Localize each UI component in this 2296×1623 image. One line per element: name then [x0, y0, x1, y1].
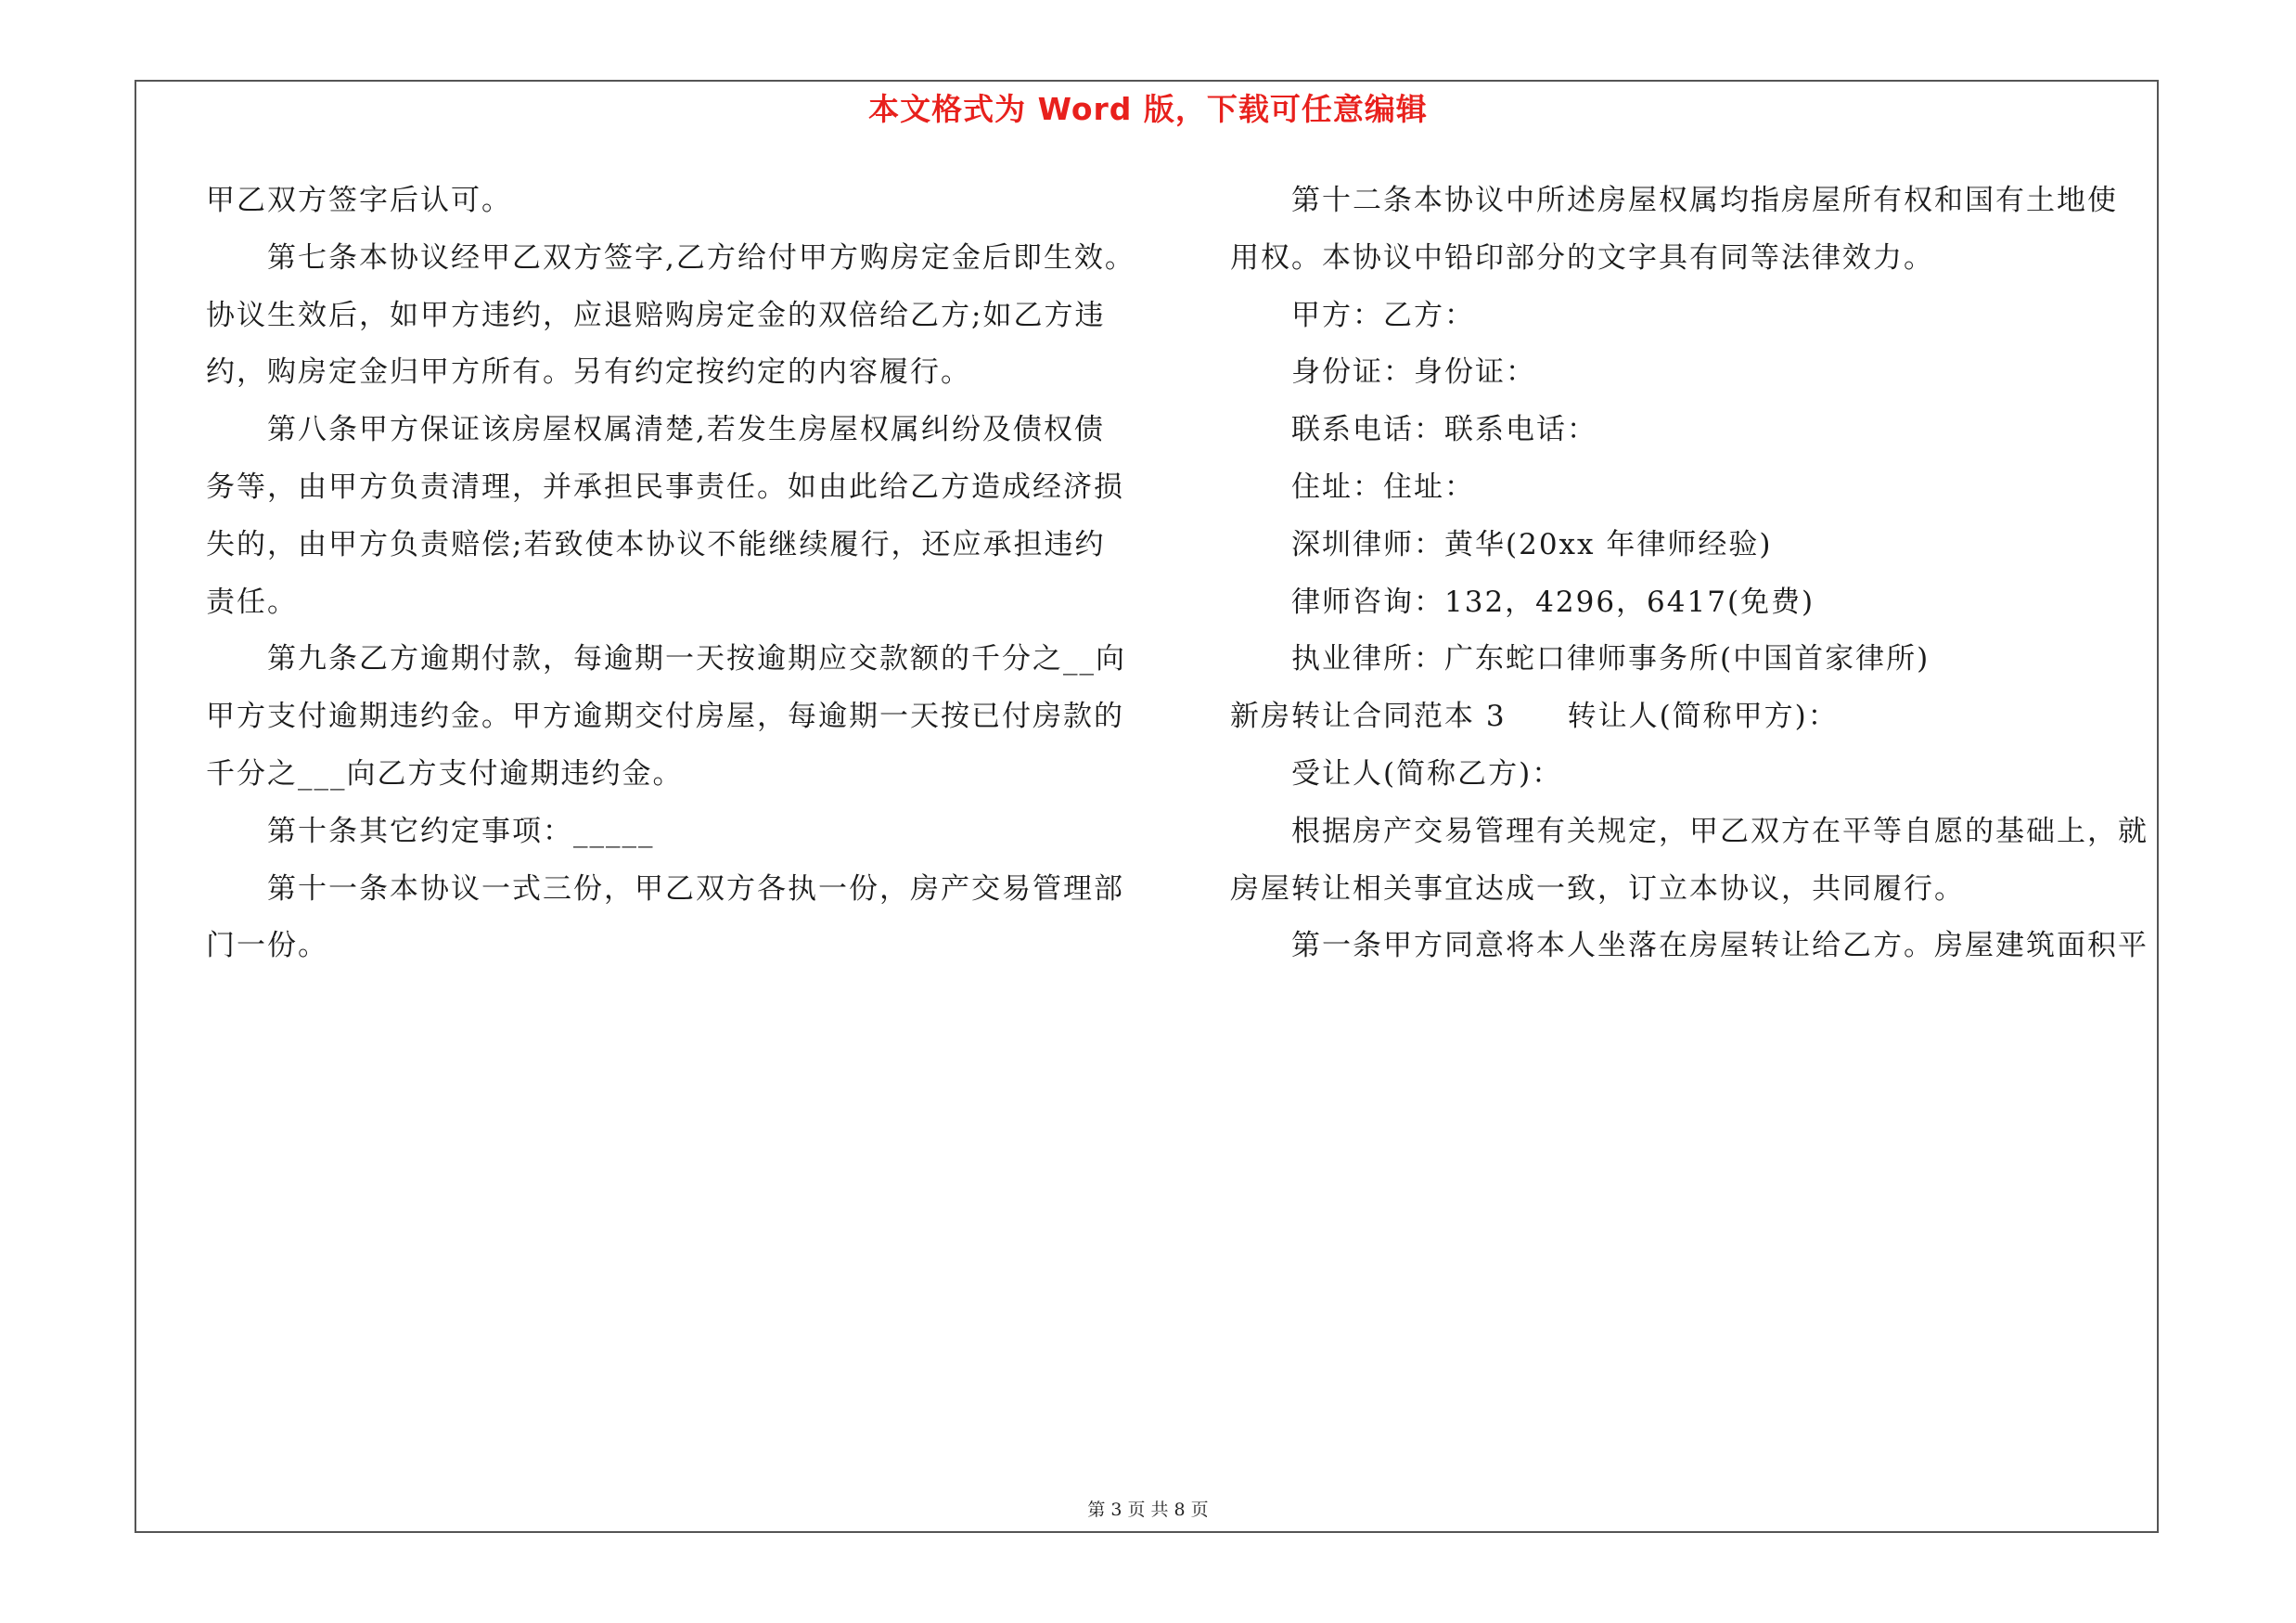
text-line: 新房转让合同范本 3 转让人(简称甲方)：	[1230, 700, 1839, 734]
text-line: 深圳律师：黄华(20xx 年律师经验)	[1291, 527, 1773, 561]
format-banner: 本文格式为 Word 版，下载可任意编辑	[868, 91, 1428, 127]
text-line: 执业律所：广东蛇口律师事务所(中国首家律所)	[1291, 642, 1930, 676]
text-line: 身份证：身份证：	[1291, 355, 1536, 390]
text-line: 住址：住址：	[1291, 470, 1475, 504]
text-line: 律师咨询：132，4296，6417(免费)	[1291, 585, 1815, 619]
text-line: 第十二条本协议中所述房屋权属均指房屋所有权和国有土地使	[1291, 184, 2118, 217]
text-line: 协议生效后，如甲方违约，应退赔购房定金的双倍给乙方;如乙方违	[206, 298, 1106, 332]
text-line: 联系电话：联系电话：	[1291, 413, 1597, 447]
text-line: 甲方：乙方：	[1291, 298, 1475, 332]
text-line: 责任。	[206, 585, 298, 619]
text-line: 千分之___向乙方支付逾期违约金。	[206, 757, 684, 791]
text-line: 第九条乙方逾期付款，每逾期一天按逾期应交款额的千分之__向	[267, 642, 1126, 676]
text-line: 约，购房定金归甲方所有。另有约定按约定的内容履行。	[206, 355, 971, 390]
text-line: 甲方支付逾期违约金。甲方逾期交付房屋，每逾期一天按已付房款的	[206, 700, 1124, 734]
text-line: 第七条本协议经甲乙双方签字,乙方给付甲方购房定金后即生效。	[267, 240, 1135, 275]
text-line: 务等，由甲方负责清理，并承担民事责任。如由此给乙方造成经济损	[206, 470, 1124, 504]
text-line: 用权。本协议中铅印部分的文字具有同等法律效力。	[1230, 240, 1934, 275]
text-line: 第十条其它约定事项：_____	[267, 814, 655, 848]
text-line: 第一条甲方同意将本人坐落在房屋转让给乙方。房屋建筑面积平	[1291, 929, 2148, 963]
text-line: 房屋转让相关事宜达成一致，订立本协议，共同履行。	[1230, 871, 1965, 906]
text-line: 门一份。	[206, 929, 328, 963]
text-line: 受让人(简称乙方)：	[1291, 757, 1563, 791]
page-number: 第 3 页 共 8 页	[1087, 1500, 1209, 1520]
text-line: 第八条甲方保证该房屋权属清楚,若发生房屋权属纠纷及债权债	[267, 413, 1105, 447]
text-line: 甲乙双方签字后认可。	[206, 184, 512, 217]
text-line: 第十一条本协议一式三份，甲乙双方各执一份，房产交易管理部	[267, 871, 1124, 906]
text-line: 失的，由甲方负责赔偿;若致使本协议不能继续履行，还应承担违约	[206, 527, 1106, 561]
text-line: 根据房产交易管理有关规定，甲乙双方在平等自愿的基础上，就	[1291, 814, 2148, 848]
